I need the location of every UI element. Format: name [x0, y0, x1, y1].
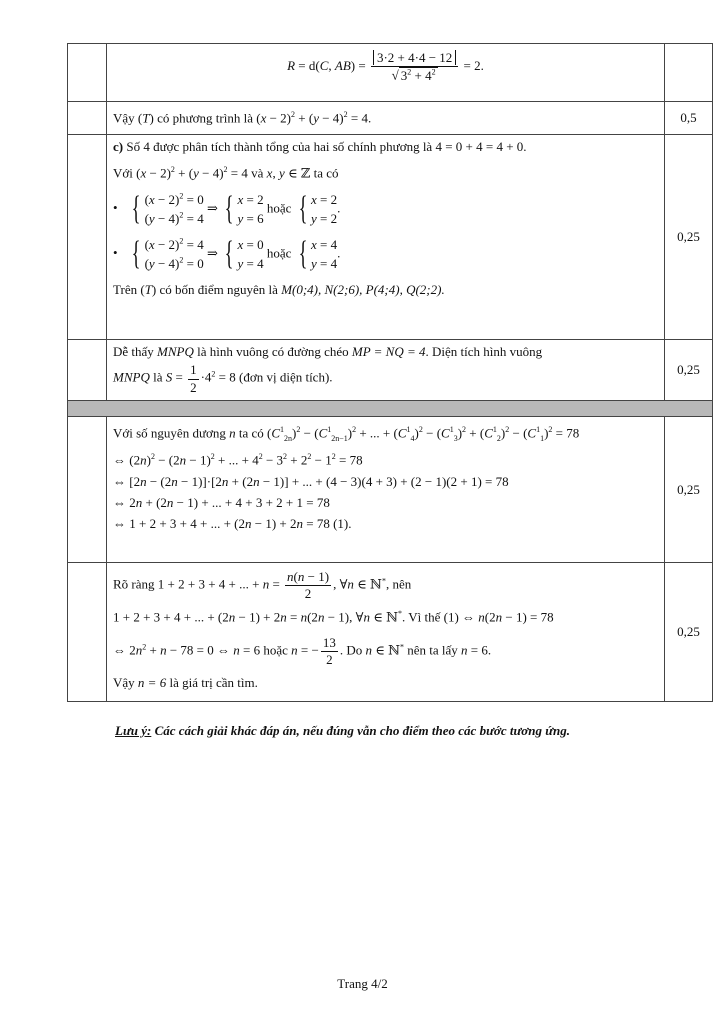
table-row	[68, 135, 713, 340]
table-row	[68, 340, 713, 401]
score-cell: 0,25	[665, 340, 713, 401]
combinatorics-block: Với số nguyên dương n ta có $(C^1_{2n})^2 - (C^1_{2n-1})^2$ + ... + $(C^1_4)^2 - (C^1_3)^2 + (C^1_2)^2 - (C^1_1)^2 = 78$ ⇔ $(2n)^2 - (2n - 1)^2$ + ... + $4^2 - 3^2 + 2^2 - 1^2 = 78$ ⇔ [2n − (2n − 1)]·[2n + (2n − 1)] + ... + (4 − 3)(4 + 3) + (2 − 1)(2 + 1) = 78 ⇔ 2n + (2n − 1) + ... + 4 + 3 + 2 + 1 = 78 ⇔ 1 + 2 + 3 + 4 + ... + (2n − 1) + 2n = 78 (1).	[113, 425, 580, 531]
score-cell: 0,5	[665, 102, 713, 135]
case-2: • { $(x - 2)^2 = 4$ $(y - 4)^2 = 0$ ⇒ { x = 0 y = 4 hoặc { x = 4 y = 4 .	[113, 235, 341, 273]
solution-table	[67, 43, 713, 702]
score-cell: 0,25	[665, 135, 713, 340]
case-1: • { $(x - 2)^2 = 0$ $(y - 4)^2 = 4$ ⇒ { x = 2 y = 6 hoặc { x = 2 y = 2 .	[113, 190, 341, 228]
footnote: Lưu ý: Các cách giải khác đáp án, nếu đúng vẫn cho điểm theo các bước tương ứng.	[115, 723, 570, 738]
score-cell: 0,25	[665, 417, 713, 563]
score-cell: 0,25	[665, 563, 713, 702]
radius-formula: R = d(C, AB) = $\frac{3\cdot 2 + 4\cdot 4 - 12}{√ 3^2 + 4^2}$ = 2.	[287, 50, 484, 83]
section-header	[68, 401, 713, 417]
table-row	[68, 417, 713, 563]
square-area-block: Dễ thấy MNPQ là hình vuông có đường chéo MP = NQ = 4. Diện tích hình vuông MNPQ là S = $\frac{1}{2}$ $\cdot 4^2 = 8$ (đơn vị diện tích).	[113, 344, 543, 395]
circle-equation-line: Vậy (T) có phương trình là $(x - 2)^2 + (y - 4)^2 = 4$.	[113, 110, 372, 126]
integer-points-block: c) Số 4 được phân tích thành tổng của hai số chính phương là 4 = 0 + 4 = 4 + 0. Với $(x - 2)^2 + (y - 4)^2 = 4$ và x, y ∈ ℤ ta có • { $(x - 2)^2 = 0$ $(y - 4)^2 = 4$ ⇒ { x = 2 y = 6 hoặc { x = 2 y = 2 . • { $(x - 2)^2 = 4$ $(y - 4)^2 = 0$ ⇒ { x = 0 y = 4 hoặc { x = 4 y = 4 . Trên (T) có bốn điểm nguyên là M(0;4), N(2;6), P(4;4), Q(2;2).	[107, 135, 664, 300]
conclusion-block: Rõ ràng 1 + 2 + 3 + 4 + ... + n = $\frac{n(n - 1)}{2}$ , ∀n ∈ ℕ*, nên 1 + 2 + 3 + 4 + ... + (2n − 1) + 2n = n(2n − 1), ∀n ∈ ℕ*. Vì thế (1) ⇔ n(2n − 1) = 78 ⇔ $2n^2 + n - 78 = 0$ ⇔ n = 6 hoặc n = − $\frac{13}{2}$ . Do n ∈ ℕ* nên ta lấy n = 6. Vậy n = 6 là giá trị cần tìm.	[113, 569, 554, 690]
page-number: Trang 4/2	[337, 976, 388, 991]
table-row	[68, 44, 713, 102]
table-row	[68, 563, 713, 702]
table-row	[68, 102, 713, 135]
